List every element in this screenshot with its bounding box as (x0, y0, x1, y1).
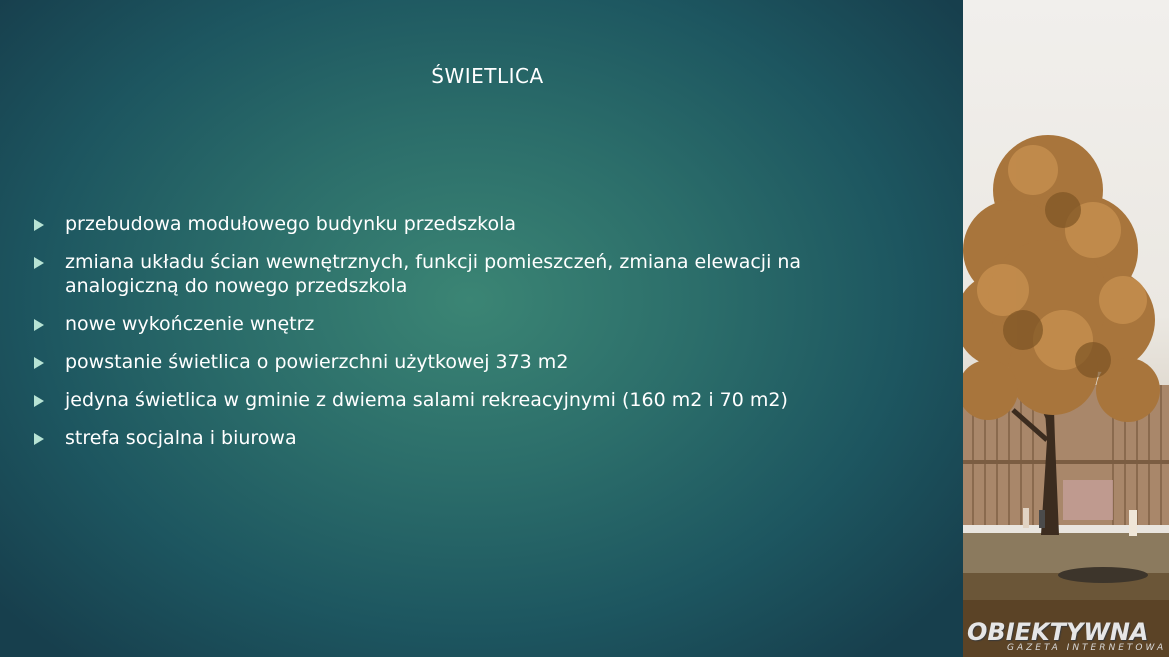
bullet-arrow-icon (34, 257, 44, 269)
bullet-text: strefa socjalna i biurowa (65, 427, 297, 449)
slide-title: ŚWIETLICA (431, 64, 544, 88)
bullet-arrow-icon (34, 357, 44, 369)
bullet-text: zmiana układu ścian wewnętrznych, funkcji pomieszczeń, zmiana elewacji na analogiczną do nowego przedszkola (65, 251, 802, 297)
list-item (34, 426, 914, 450)
list-item (34, 212, 914, 236)
rendering-illustration (963, 0, 1169, 657)
watermark-sub: GAZETA INTERNETOWA (1007, 643, 1167, 653)
list-item (34, 350, 914, 374)
bullet-text: jedyna świetlica w gminie z dwiema salami rekreacyjnymi (160 m2 i 70 m2) (65, 389, 788, 411)
bullet-arrow-icon (34, 395, 44, 407)
bullet-arrow-icon (34, 433, 44, 445)
bullet-arrow-icon (34, 219, 44, 231)
list-item (34, 388, 914, 412)
list-item (34, 312, 914, 336)
bullet-text: powstanie świetlica o powierzchni użytkowej 373 m2 (65, 351, 569, 373)
bullet-text: nowe wykończenie wnętrz (65, 313, 315, 335)
architectural-rendering-tree-icon (963, 0, 1169, 657)
list-item (34, 250, 914, 298)
watermark (963, 618, 1169, 654)
bullet-text: przebudowa modułowego budynku przedszkola (65, 213, 517, 235)
watermark-main: OBIEKTYWNA (967, 618, 1149, 646)
bullet-arrow-icon (34, 319, 44, 331)
bullet-list (34, 212, 914, 464)
